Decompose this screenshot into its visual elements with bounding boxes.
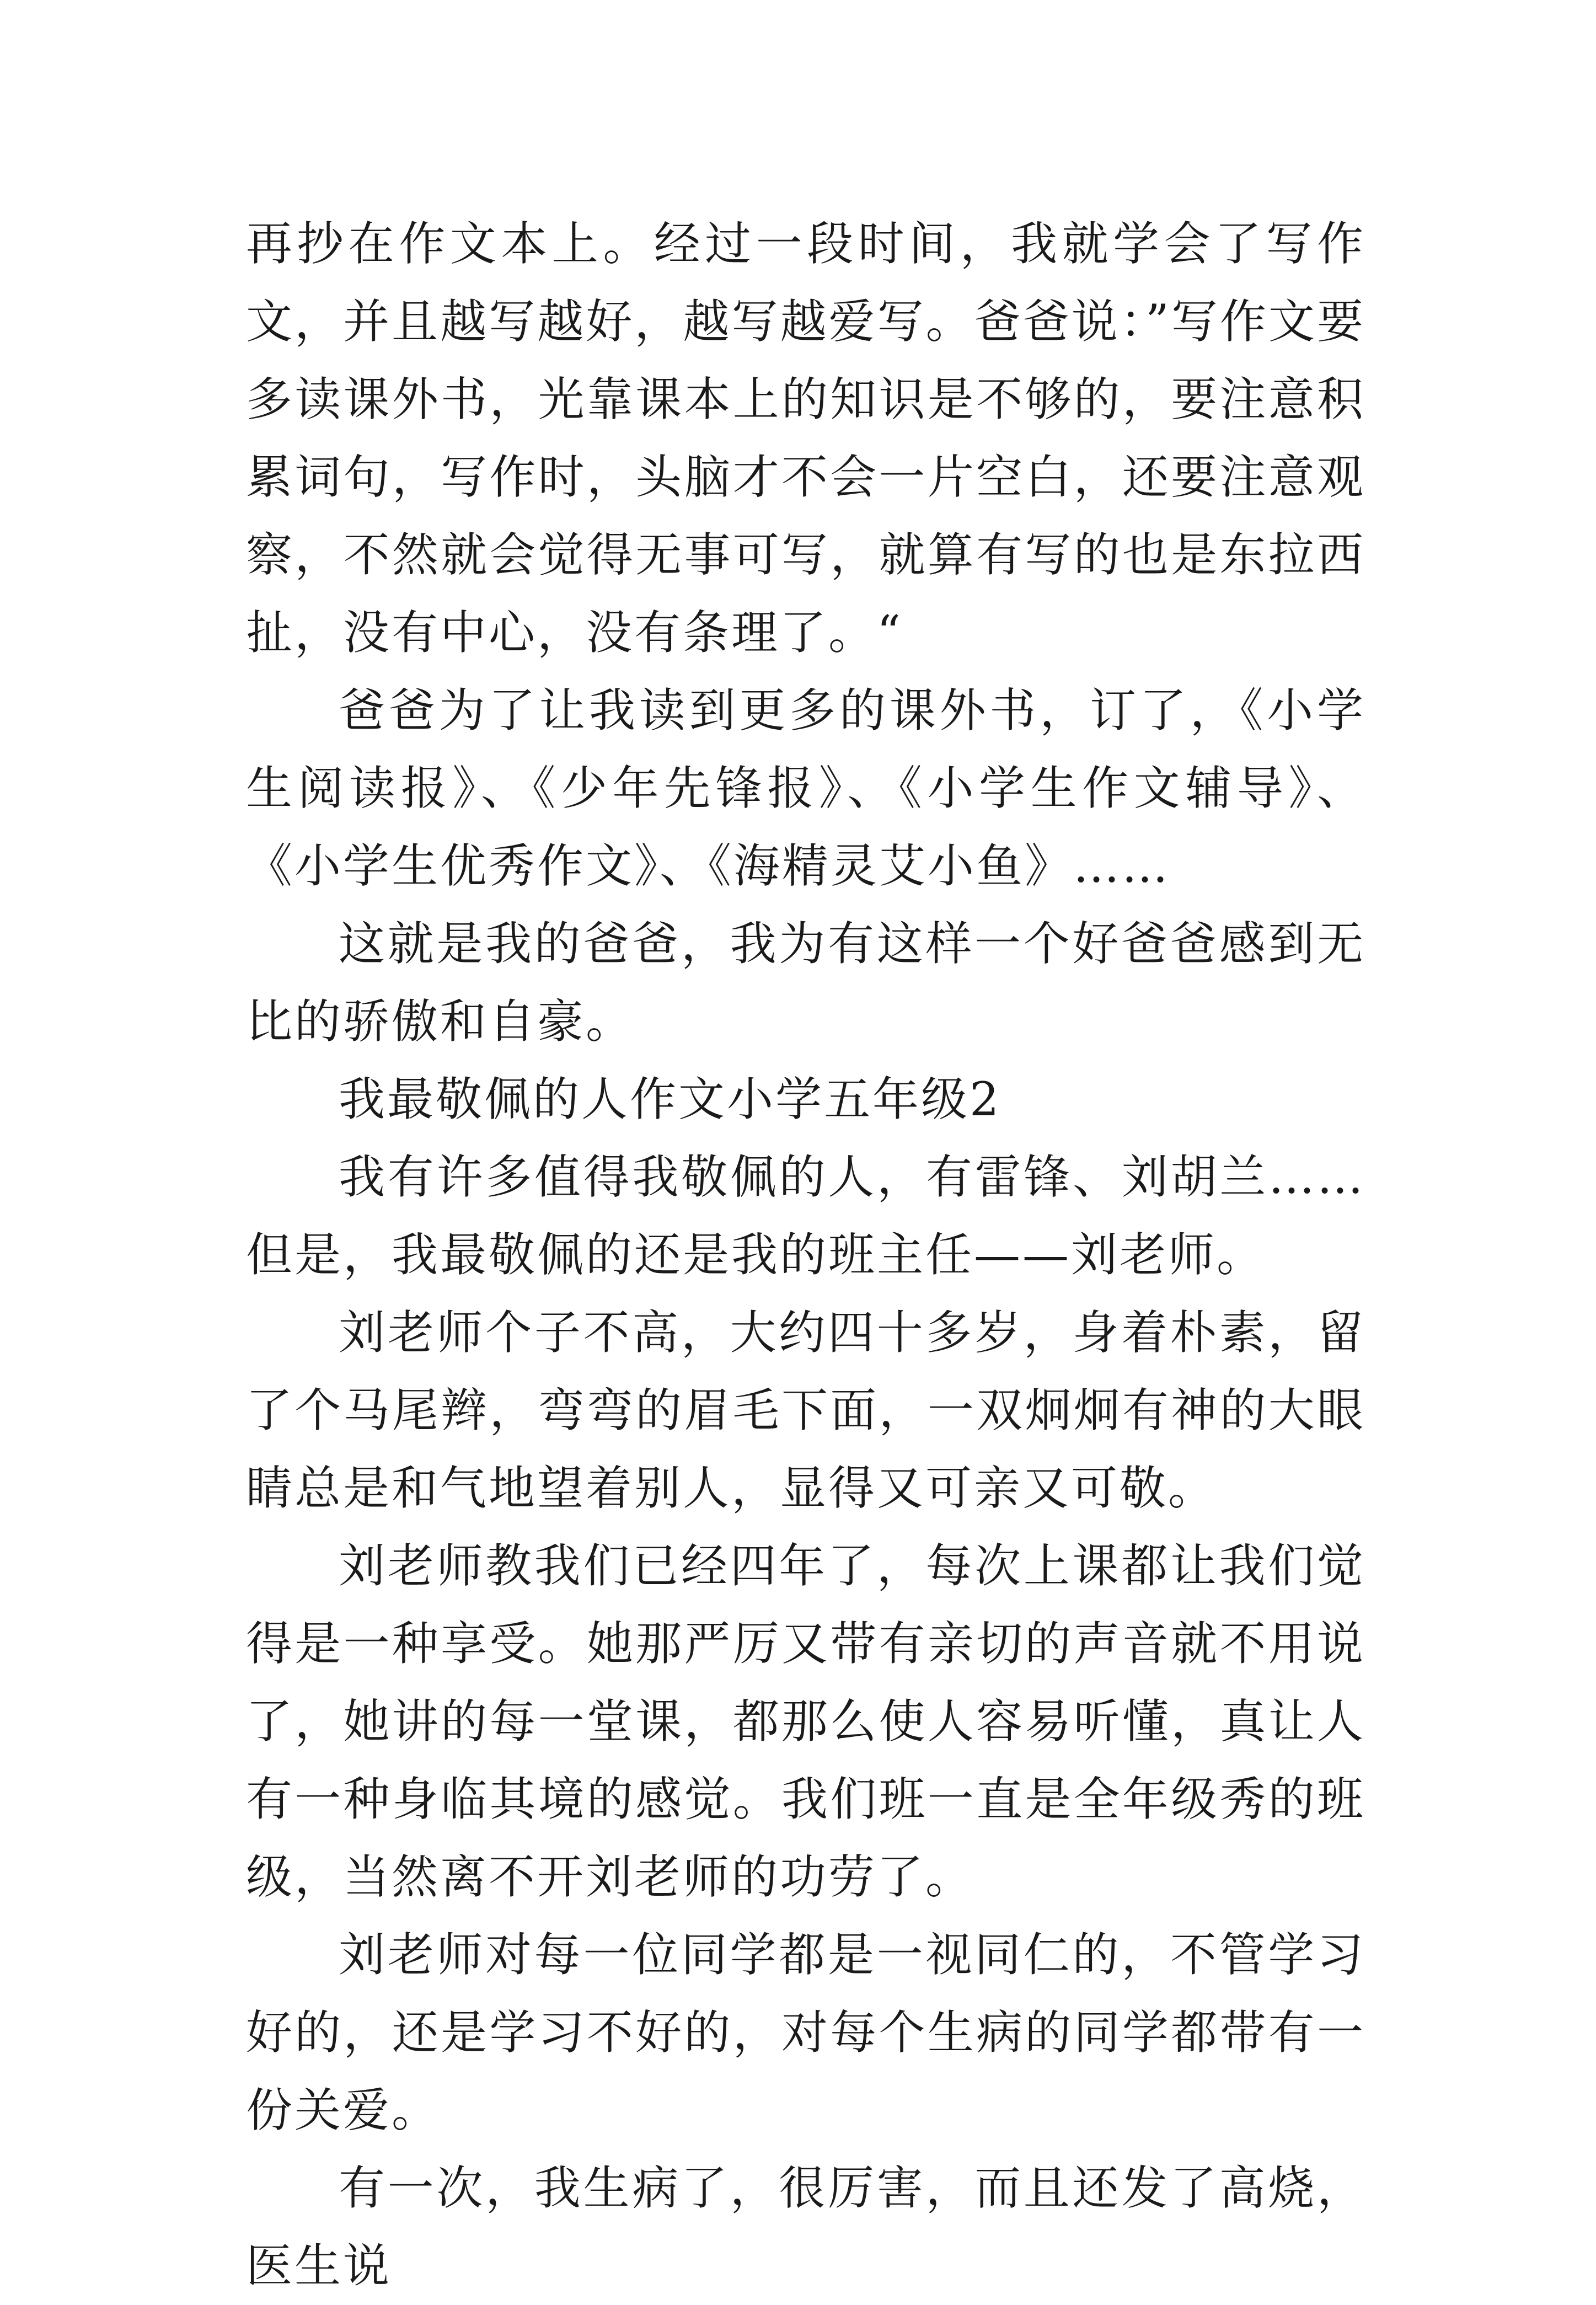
section-title: 我最敬佩的人作文小学五年级2 [339, 1072, 1001, 1126]
paragraph-7: 刘老师教我们已经四年了，每次上课都让我们觉得是一种享受。她那严厉又带有亲切的声音就不用说了，她讲的每一堂课，都那么使人容易听懂，真让人有一种身临其境的感觉。我们班一直是全年级秀的班级，当然离不开刘老师的功劳了。 [246, 1539, 1365, 1904]
document-body [246, 205, 1365, 2305]
paragraph-2: 爸爸为了让我读到更多的课外书，订了，《小学生阅读报》、《少年先锋报》、《小学生作文辅导》、《小学生优秀作文》、《海精灵艾小鱼》…… [246, 683, 1365, 893]
paragraph-5: 我有许多值得我敬佩的人，有雷锋、刘胡兰……但是，我最敬佩的还是我的班主任——刘老师。 [246, 1150, 1365, 1282]
paragraph-9: 有一次，我生病了，很厉害，而且还发了高烧，医生说 [246, 2161, 1365, 2293]
paragraph-6: 刘老师个子不高，大约四十多岁，身着朴素，留了个马尾辫，弯弯的眉毛下面，一双炯炯有神的大眼睛总是和气地望着别人，显得又可亲又可敬。 [246, 1306, 1365, 1515]
paragraph-8: 刘老师对每一位同学都是一视同仁的，不管学习好的，还是学习不好的，对每个生病的同学都带有一份关爱。 [246, 1928, 1365, 2137]
paragraph-1: 再抄在作文本上。经过一段时间，我就学会了写作文，并且越写越好，越写越爱写。爸爸说：”写作文要多读课外书，光靠课本上的知识是不够的，要注意积累词句，写作时，头脑才不会一片空白，还要注意观察，不然就会觉得无事可写，就算有写的也是东拉西扯，没有中心，没有条理了。“ [246, 217, 1365, 660]
paragraph-3: 这就是我的爸爸，我为有这样一个好爸爸感到无比的骄傲和自豪。 [246, 917, 1365, 1049]
